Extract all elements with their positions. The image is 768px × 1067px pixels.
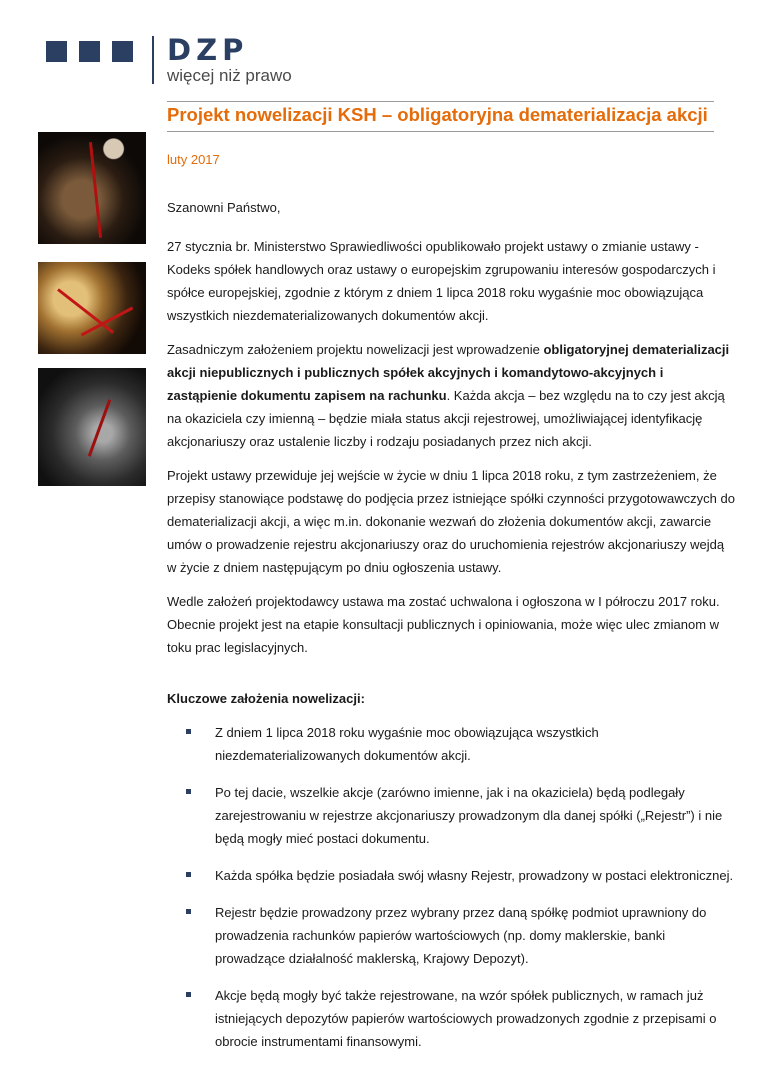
brand-tagline: więcej niż prawo <box>167 66 292 85</box>
key-points-list <box>167 721 735 1053</box>
clock-photo-2 <box>38 262 146 354</box>
paragraph-1: 27 stycznia br. Ministerstwo Sprawiedliwości opublikowało projekt ustawy o zmianie ustawy - Kodeks spółek handlowych oraz ustawy o europejskim zgrupowaniu interesów gospodarczych i spółce europejskiej, zgodnie z którym z dniem 1 lipca 2018 roku wygaśnie moc obowiązująca wszystkich niezdematerializowanych dokumentów akcji. <box>167 239 716 323</box>
bullet-icon <box>186 872 191 877</box>
list-item: Rejestr będzie prowadzony przez wybrany przez daną spółkę podmiot uprawniony do prowadzenia rachunków papierów wartościowych (np. domy maklerskie, banki prowadzące działalność maklerską, Krajowy Depozyt). <box>167 901 735 970</box>
key-points-heading: Kluczowe założenia nowelizacji: <box>167 691 365 706</box>
logo-squares <box>46 41 133 62</box>
brand-name: DZP <box>167 33 249 67</box>
emphasis: obligatoryjnej dematerializacji akcji niepublicznych i publicznych spółek akcyjnych i komandytowo-akcyjnych i zastąpienie dokumentu zapisem na rachunku <box>167 342 730 403</box>
document-date: luty 2017 <box>167 152 220 167</box>
logo-divider <box>152 36 154 84</box>
logo-square <box>112 41 133 62</box>
list-item: Z dniem 1 lipca 2018 roku wygaśnie moc obowiązująca wszystkich niezdematerializowanych dokumentów akcji. <box>167 721 735 767</box>
document-title: Projekt nowelizacji KSH – obligatoryjna dematerializacja akcji <box>167 104 708 125</box>
paragraph-2: Zasadniczym założeniem projektu nowelizacji jest wprowadzenie obligatoryjnej dematerializacji akcji niepublicznych i publicznych spółek akcyjnych i komandytowo-akcyjnych i zastąpienie dokumentu zapisem na rachunku. Każda akcja – bez względu na to czy jest akcją na okaziciela czy imienną – będzie miała status akcji rejestrowej, umożliwiającej identyfikację akcjonariuszy oraz ustalenie liczby i rodzaju posiadanych przez nich akcji. <box>167 342 730 449</box>
logo-square <box>46 41 67 62</box>
title-rule-top <box>167 101 714 102</box>
bullet-icon <box>186 992 191 997</box>
list-item: Po tej dacie, wszelkie akcje (zarówno imienne, jak i na okaziciela) będą podlegały zarejestrowaniu w rejestrze akcjonariuszy prowadzonym dla danej spółki („Rejestr”) i nie będą mogły mieć postaci dokumentu. <box>167 781 735 850</box>
greeting: Szanowni Państwo, <box>167 200 281 215</box>
list-item: Akcje będą mogły być także rejestrowane, na wzór spółek publicznych, w ramach już istniejących depozytów papierów wartościowych prowadzonych zgodnie z przepisami o obrocie instrumentami finansowymi. <box>167 984 735 1053</box>
bullet-icon <box>186 789 191 794</box>
title-rule-bottom <box>167 131 714 132</box>
document-body <box>167 196 735 1067</box>
clock-photo-3 <box>38 368 146 486</box>
bullet-icon <box>186 729 191 734</box>
list-item: Każda spółka będzie posiadała swój własny Rejestr, prowadzony w postaci elektronicznej. <box>167 864 735 887</box>
bullet-icon <box>186 909 191 914</box>
clock-photo-1 <box>38 132 146 244</box>
paragraph-4: Wedle założeń projektodawcy ustawa ma zostać uchwalona i ogłoszona w I półroczu 2017 roku. Obecnie projekt jest na etapie konsultacji publicznych i opiniowania, może więc ulec zmianom w toku prac legislacyjnych. <box>167 594 720 655</box>
logo-square <box>79 41 100 62</box>
paragraph-3: Projekt ustawy przewiduje jej wejście w życie w dniu 1 lipca 2018 roku, z tym zastrzeżeniem, że przepisy stanowiące podstawę do podjęcia przez istniejące spółki czynności przygotowawczych do dematerializacji akcji, a więc m.in. dokonanie wezwań do złożenia dokumentów akcji, zawarcie umów o prowadzenie rejestru akcjonariuszy oraz do uruchomienia rejestrów akcjonariuszy wejdą w życie z dniem następującym po dniu ogłoszenia ustawy. <box>167 468 735 575</box>
